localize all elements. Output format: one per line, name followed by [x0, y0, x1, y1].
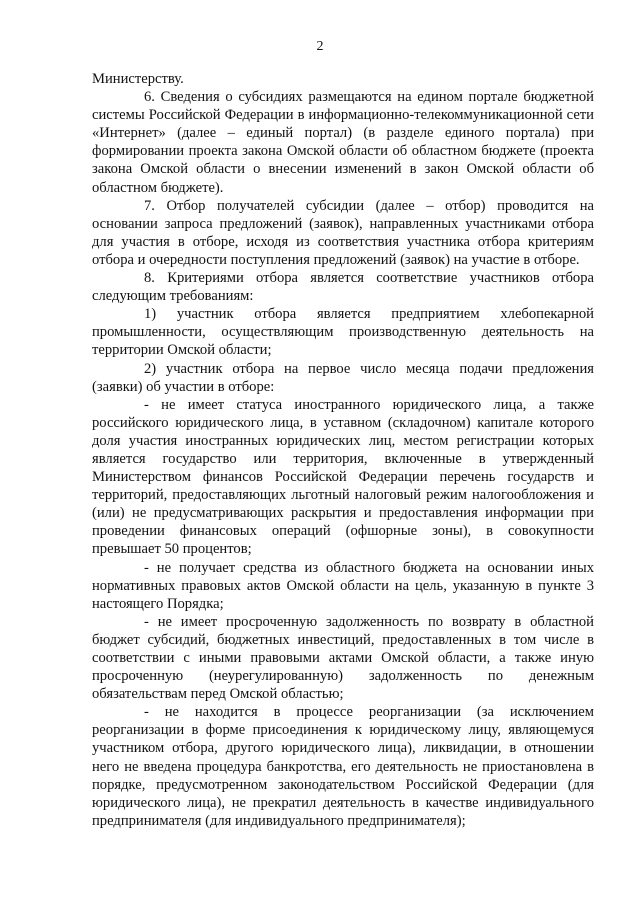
paragraph: - не находится в процессе реорганизации (за исключением реорганизации в форме присоединения к юридическому лицу, являющемуся участником отбора, другого юридического лица), ликвидации, в отношении него не введена процедура банкротства, его деятельность не приостановлена в порядке, предусмотренном законодательством Российской Федерации (для юридического лица), не прекратил деятельность в качестве индивидуального предпринимателя (для индивидуального предпринимателя);: [92, 704, 594, 829]
paragraph: Министерству.: [92, 71, 184, 87]
document-body: [92, 70, 594, 830]
paragraph: 2) участник отбора на первое число месяца подачи предложения (заявки) об участии в отборе:: [92, 360, 594, 395]
paragraph: 8. Критериями отбора является соответствие участников отбора следующим требованиям:: [92, 270, 594, 305]
paragraph: - не получает средства из областного бюджета на основании иных нормативных правовых актов Омской области на цель, указанную в пункте 3 настоящего Порядка;: [92, 559, 594, 612]
paragraph: 6. Сведения о субсидиях размещаются на едином портале бюджетной системы Российской Федерации в информационно-телекоммуникационной сети «Интернет» (далее – единый портал) (в разделе единого портала) при формировании проекта закона Омской области об областном бюджете (проекта закона Омской области о внесении изменений в закон Омской области об областном бюджете).: [92, 89, 594, 196]
paragraph: - не имеет просроченную задолженность по возврату в областной бюджет субсидий, бюджетных инвестиций, предоставленных в том числе в соответствии с иными правовыми актами Омской области, а также иную просроченную (неурегулированную) задолженность по денежным обязательствам перед Омской областью;: [92, 613, 594, 703]
page-number: 2: [316, 39, 324, 54]
paragraph: 7. Отбор получателей субсидии (далее – отбор) проводится на основании запроса предложений (заявок), направленных участниками отбора для участия в отборе, исходя из соответствия участника отбора критериям отбора и очередности поступления предложений (заявок) на участие в отборе.: [92, 197, 594, 268]
paragraph: 1) участник отбора является предприятием хлебопекарной промышленности, осуществляющим производственную деятельность на территории Омской области;: [92, 306, 594, 359]
paragraph: - не имеет статуса иностранного юридического лица, а также российского юридического лица, в уставном (складочном) капитале которого доля участия иностранных юридических лиц, местом регистрации которых является государство или территория, включенные в утвержденный Министерством финансов Российской Федерации перечень государств и территорий, предоставляющих льготный налоговый режим налогообложения и (или) не предусматривающих раскрытия и предоставления информации при проведении финансовых операций (офшорные зоны), в совокупности превышает 50 процентов;: [92, 396, 594, 558]
